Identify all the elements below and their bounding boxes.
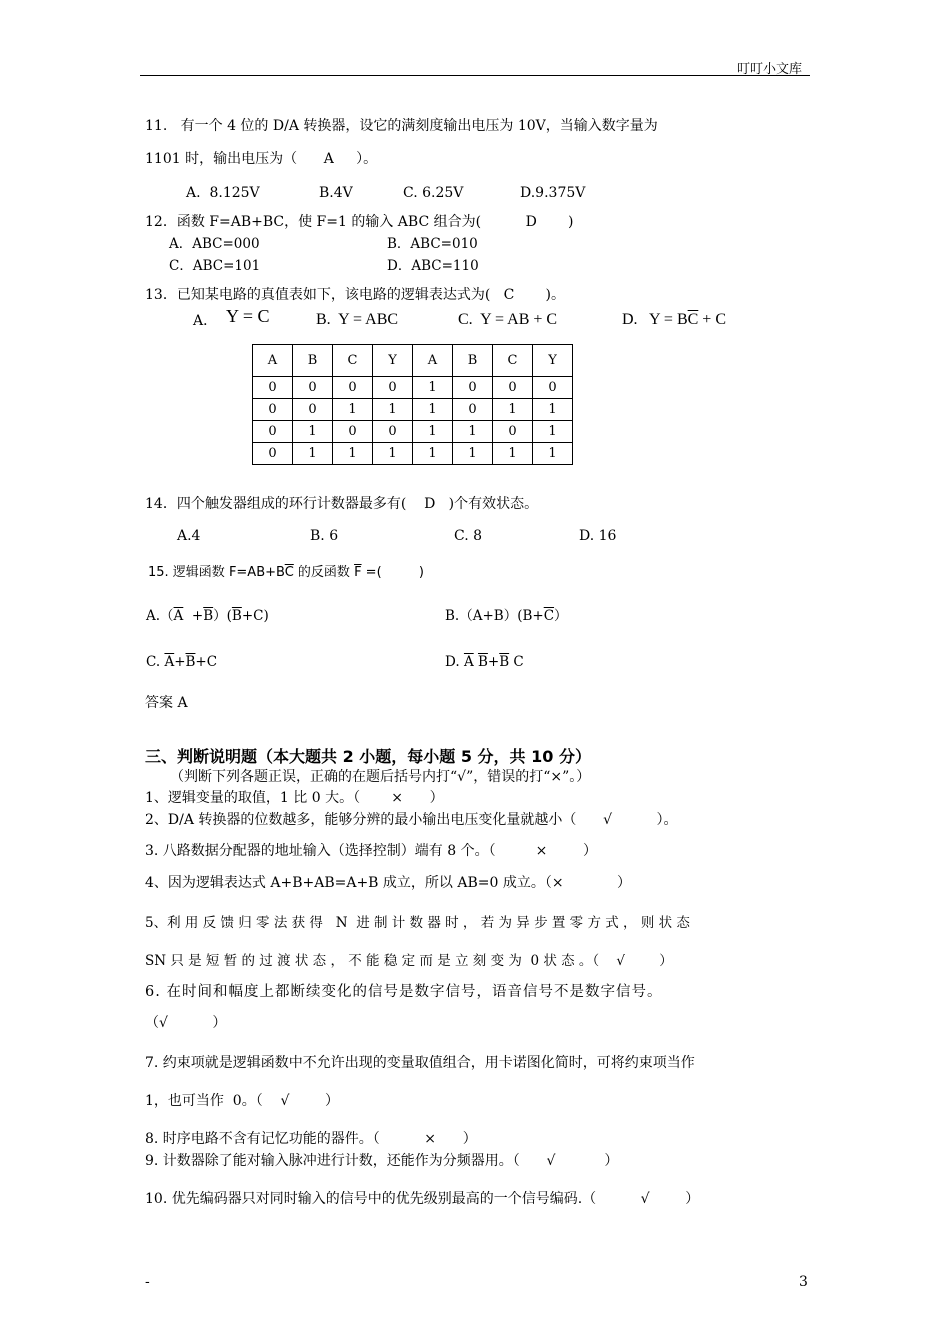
q11-line2: 1101 时，输出电压为（ A ）。 (145, 151, 378, 167)
q11-option-d: D.9.375V (520, 185, 586, 201)
q15-option-d: D. $\overline{A}$ $\overline{B}+\overline{B}$ C (445, 654, 524, 670)
truth-table-header-cell: C (493, 345, 533, 377)
q14-option-c: C. 8 (454, 528, 483, 544)
truth-table-cell: 0 (253, 399, 293, 421)
header-site-name: 叮叮小文库 (737, 62, 803, 77)
q15-answer: 答案 A (145, 695, 188, 711)
truth-table-row (253, 443, 573, 465)
truth-table-cell: 0 (253, 443, 293, 465)
truth-table-row (253, 377, 573, 399)
truth-table-cell: 1 (493, 443, 533, 465)
truth-table-cell: 0 (493, 421, 533, 443)
q12-stem: 12．函数 F=AB+BC，使 F=1 的输入 ABC 组合为( D ) (145, 214, 574, 230)
truth-table-cell: 1 (453, 421, 493, 443)
q15-option-a: $A.(\overline{A} +\overline{B})(\overline{B}+C)$ (146, 608, 269, 624)
q12-option-a: A．ABC=000 (169, 236, 260, 252)
q15-stem-post: =( ) (361, 565, 424, 580)
truth-table-row (253, 399, 573, 421)
judge-item-8: 8. 时序电路不含有记忆功能的器件。（ × ） (145, 1131, 477, 1147)
truth-table-cell: 1 (533, 443, 573, 465)
truth-table-cell: 1 (413, 443, 453, 465)
q15-option-c: C. $\overline{A}+\overline{B}+C$ (146, 654, 218, 670)
q11-line1: 11. 有一个 4 位的 D/A 转换器，设它的满刻度输出电压为 10V，当输入数字量为 (145, 118, 658, 134)
judge-item-5-line2: SN 只 是 短 暂 的 过 渡 状 态 ， 不 能 稳 定 而 是 立 刻 变 为 0 状 态 。（ √ ） (145, 953, 673, 969)
truth-table-header-cell: Y (533, 345, 573, 377)
truth-table-header-cell: Y (373, 345, 413, 377)
q15-stem-pre: 15. 逻辑函数 F=AB+B (148, 565, 285, 580)
judge-item-10: 10. 优先编码器只对同时输入的信号中的优先级别最高的一个信号编码.（ √ ） (145, 1191, 700, 1207)
truth-table-header-cell: C (333, 345, 373, 377)
truth-table-cell: 0 (253, 421, 293, 443)
q13-option-d-tail: + C (698, 311, 726, 328)
truth-table-cell: 1 (453, 443, 493, 465)
page-number: 3 (799, 1274, 808, 1290)
q13-option-b: B. Y = ABC (316, 311, 399, 328)
q14-option-d: D. 16 (579, 528, 617, 544)
q14-option-a: A.4 (177, 528, 201, 544)
q11-option-b: B.4V (319, 185, 353, 201)
truth-table-cell: 0 (333, 421, 373, 443)
q15-stem (148, 564, 424, 582)
truth-table-cell: 0 (453, 377, 493, 399)
q13-option-d (622, 311, 726, 329)
truth-table-cell: 1 (333, 443, 373, 465)
truth-table-cell: 0 (493, 377, 533, 399)
q13-option-c: C. Y = AB + C (458, 311, 558, 328)
judge-item-2: 2、D/A 转换器的位数越多，能够分辨的最小输出电压变化量就越小（ √ ）。 (145, 812, 678, 828)
truth-table-header-cell: A (253, 345, 293, 377)
truth-table-cell: 0 (533, 377, 573, 399)
q12-option-c: C．ABC=101 (169, 258, 261, 274)
truth-table-cell: 1 (293, 443, 333, 465)
judge-item-7-line1: 7. 约束项就是逻辑函数中不允许出现的变量取值组合，用卡诺图化简时，可将约束项当作 (145, 1055, 695, 1071)
q15-stem-overlined-f: $\overline{F}$ (354, 565, 362, 580)
truth-table-cell: 0 (293, 399, 333, 421)
q12-option-d: D．ABC=110 (387, 258, 479, 274)
q13-stem: 13．已知某电路的真值表如下，该电路的逻辑表达式为( C )。 (145, 287, 565, 303)
truth-table-cell: 1 (413, 377, 453, 399)
truth-table-cell: 1 (333, 399, 373, 421)
truth-table-cell: 1 (413, 399, 453, 421)
header-rule (140, 75, 810, 76)
q13-option-d-overlined-c: $\overline{C}$ (687, 311, 699, 328)
truth-table-cell: 1 (293, 421, 333, 443)
truth-table-cell: 1 (493, 399, 533, 421)
judge-item-9: 9. 计数器除了能对输入脉冲进行计数，还能作为分频器用。（ √ ） (145, 1153, 619, 1169)
truth-table-cell: 0 (373, 421, 413, 443)
judge-item-4: 4、因为逻辑表达式 A+B+AB=A+B 成立，所以 AB=0 成立。（× ） (145, 875, 631, 891)
truth-table-header-row (253, 345, 573, 377)
footer-dash: - (145, 1274, 150, 1290)
judge-item-6-line1: 6. 在时间和幅度上都断续变化的信号是数字信号，语音信号不是数字信号。 (145, 984, 663, 1000)
truth-table-cell: 1 (373, 399, 413, 421)
section3-instruction: （判断下列各题正误，正确的在题后括号内打“√”，错误的打“×”。） (170, 769, 591, 785)
truth-table-cell: 0 (293, 377, 333, 399)
truth-table-cell: 0 (453, 399, 493, 421)
q15-option-b: $B.(A+B)(B+\overline{C})$ (445, 608, 568, 624)
q13-option-d-label: D. Y = B (622, 311, 688, 328)
truth-table-cell: 1 (533, 399, 573, 421)
q12-option-b: B．ABC=010 (387, 236, 478, 252)
truth-table-row (253, 421, 573, 443)
judge-item-7-line2: 1，也可当作 0。（ √ ） (145, 1093, 340, 1109)
q13-truth-table (252, 344, 573, 465)
q14-option-b: B. 6 (310, 528, 339, 544)
judge-item-1: 1、逻辑变量的取值，1 比 0 大。（ × ） (145, 790, 444, 806)
truth-table-cell: 0 (333, 377, 373, 399)
judge-item-6-line2: （√ ） (145, 1015, 227, 1031)
section3-title: 三、判断说明题（本大题共 2 小题，每小题 5 分，共 10 分） (145, 747, 591, 766)
q11-option-c: C. 6.25V (403, 185, 464, 201)
truth-table-cell: 1 (373, 443, 413, 465)
q14-stem: 14．四个触发器组成的环行计数器最多有( D )个有效状态。 (145, 496, 539, 512)
q15-stem-overlined-c: $\overline{C}$ (284, 565, 294, 580)
q13-option-a-label: A． (193, 313, 218, 329)
truth-table-header-cell: B (293, 345, 333, 377)
q13-option-a-expr: Y = C (226, 306, 270, 326)
q15-stem-mid: 的反函数 (293, 565, 355, 580)
truth-table-header-cell: B (453, 345, 493, 377)
truth-table-header-cell: A (413, 345, 453, 377)
q11-option-a: A. 8.125V (186, 185, 260, 201)
truth-table-cell: 1 (413, 421, 453, 443)
truth-table-cell: 0 (253, 377, 293, 399)
judge-item-3: 3. 八路数据分配器的地址输入（选择控制）端有 8 个。（ × ） (145, 843, 597, 859)
truth-table-cell: 0 (373, 377, 413, 399)
judge-item-5-line1: 5、利 用 反 馈 归 零 法 获 得 N 进 制 计 数 器 时 ， 若 为 异 步 置 零 方 式 ， 则 状 态 (145, 915, 690, 931)
truth-table-cell: 1 (533, 421, 573, 443)
